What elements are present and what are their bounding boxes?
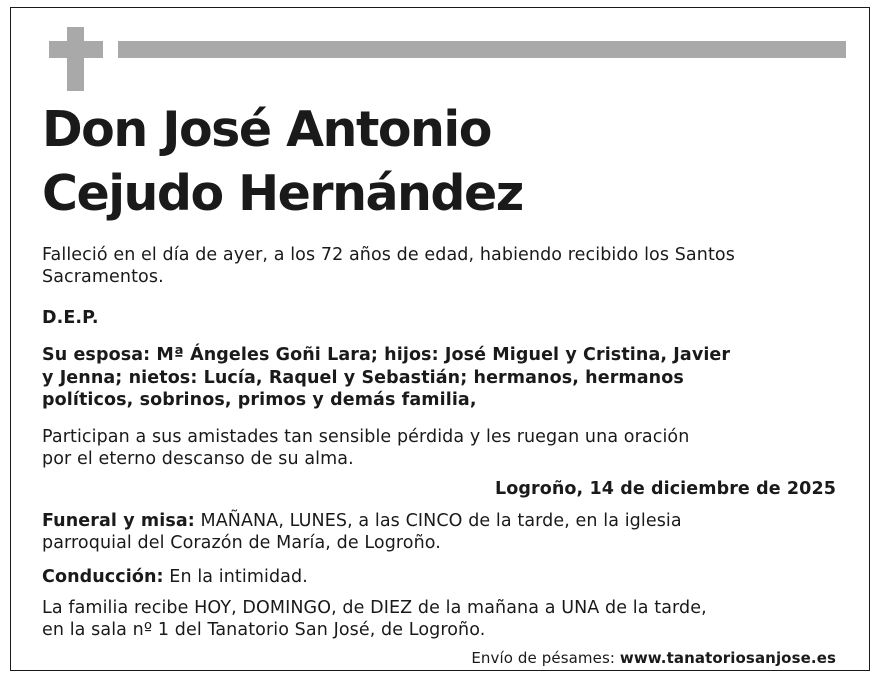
conduccion-info <box>42 566 308 588</box>
family-receives-line-1: La familia recibe HOY, DOMINGO, de DIEZ de la mañana a UNA de la tarde, <box>42 598 707 618</box>
family-receives-line-2: en la sala nº 1 del Tanatorio San José, de Logroño. <box>42 620 486 640</box>
family-receives <box>42 597 707 641</box>
conduccion-text: En la intimidad. <box>163 567 308 587</box>
condolences-link[interactable]: www.tanatoriosanjose.es <box>619 649 836 667</box>
place-date: Logroño, 14 de diciembre de 2025 <box>494 479 836 499</box>
family-line-1: Su esposa: Mª Ángeles Goñi Lara; hijos: José Miguel y Cristina, Javier <box>42 345 731 365</box>
request-text <box>42 426 689 470</box>
request-line-2: por el eterno descanso de su alma. <box>42 449 354 469</box>
intro-line-1: Falleció en el día de ayer, a los 72 años de edad, habiendo recibido los Santos <box>42 245 735 265</box>
funeral-line-2: parroquial del Corazón de María, de Logroño. <box>42 533 441 553</box>
cross-icon-bar <box>49 41 103 58</box>
family-line-3: políticos, sobrinos, primos y demás familia, <box>42 390 477 410</box>
obituary-notice <box>10 7 870 671</box>
conduccion-label: Conducción: <box>42 567 164 587</box>
funeral-label: Funeral y misa: <box>42 511 195 531</box>
name-line-2: Cejudo Hernández <box>42 165 523 222</box>
family-list <box>42 344 730 412</box>
condolences <box>471 649 836 667</box>
condolences-label: Envío de pésames: <box>471 649 620 667</box>
decorative-rule <box>118 41 846 58</box>
intro-line-2: Sacramentos. <box>42 267 164 287</box>
cross-icon <box>67 27 84 91</box>
request-line-1: Participan a sus amistades tan sensible pérdida y les ruegan una oración <box>42 427 690 447</box>
dep-label: D.E.P. <box>42 308 99 328</box>
funeral-line-1: MAÑANA, LUNES, a las CINCO de la tarde, en la iglesia <box>194 511 682 531</box>
deceased-name <box>42 98 523 226</box>
family-line-2: y Jenna; nietos: Lucía, Raquel y Sebastián; hermanos, hermanos <box>42 367 684 388</box>
name-line-1: Don José Antonio <box>42 101 491 158</box>
funeral-info <box>42 510 682 554</box>
intro-text <box>42 244 735 288</box>
